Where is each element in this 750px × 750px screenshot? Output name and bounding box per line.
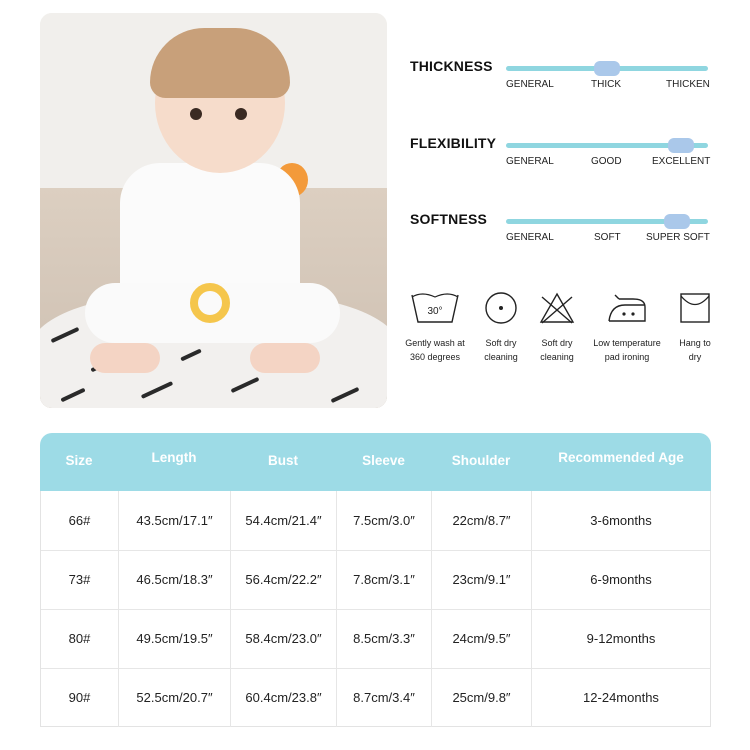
rating-label: THICK [591,79,621,90]
care-wash [400,290,470,364]
care-line: Hang to [679,338,711,348]
cell-sleeve: 7.8cm/3.1″ [337,550,432,609]
wash-temp-label: 30° [427,306,443,317]
soft-dry-clean-icon [483,290,519,326]
cell-shoulder: 25cm/9.8″ [432,668,532,727]
cell-size: 80# [41,609,119,668]
col-header-age: Recommended Age [558,450,684,465]
cell-age: 12-24months [583,690,659,705]
rating-label: SOFT [594,232,621,243]
cell-length: 43.5cm/17.1″ [119,491,231,550]
cell-shoulder: 22cm/8.7″ [432,491,532,550]
cell-size: 66# [41,491,119,550]
rating-title: FLEXIBILITY [410,135,497,151]
cell-shoulder: 24cm/9.5″ [432,609,532,668]
care-iron [592,290,662,364]
table-row [41,491,710,551]
care-hang-dry [660,290,730,364]
care-line: 360 degrees [409,352,461,362]
col-header-sleeve: Sleeve [362,453,405,468]
cell-bust: 58.4cm/23.0″ [231,609,337,668]
care-line: Soft dry [485,338,517,348]
cell-sleeve: 8.5cm/3.3″ [337,609,432,668]
rating-label: EXCELLENT [652,156,711,167]
cell-size: 73# [41,550,119,609]
cell-bust: 60.4cm/23.8″ [231,668,337,727]
no-bleach-icon [538,291,576,325]
rating-knob [668,138,694,153]
size-table [40,433,711,727]
cell-sleeve: 8.7cm/3.4″ [337,668,432,727]
care-line: Low temperature [593,338,661,348]
rating-knob [664,214,690,229]
cell-bust: 54.4cm/21.4″ [231,491,337,550]
care-line: dry [688,352,702,362]
cell-length: 52.5cm/20.7″ [119,668,231,727]
col-header-shoulder: Shoulder [451,453,511,468]
table-row [41,668,710,727]
wash-30-icon [409,291,461,325]
cell-length: 46.5cm/18.3″ [119,550,231,609]
col-header-bust: Bust [268,453,298,468]
cell-size: 90# [41,668,119,727]
rating-label: GENERAL [506,79,554,90]
table-body [40,491,711,727]
rating-title: SOFTNESS [410,211,488,227]
toy-ring [190,283,230,323]
rating-label: GENERAL [506,232,554,243]
table-row [41,550,710,610]
care-line: pad ironing [604,352,650,362]
product-photo [40,13,387,408]
table-header [40,433,711,491]
cell-length: 49.5cm/19.5″ [119,609,231,668]
rating-title: THICKNESS [410,58,493,74]
care-line: Soft dry [541,338,573,348]
table-row [41,609,710,669]
iron-low-icon [603,291,651,325]
hang-dry-icon [678,291,712,325]
cell-age: 6-9months [590,572,652,587]
rating-label: THICKEN [666,79,710,90]
care-line: Gently wash at [405,338,465,348]
cell-age: 9-12months [586,631,656,646]
rating-knob [594,61,620,76]
rating-label: GOOD [591,156,622,167]
care-line: cleaning [540,352,574,362]
care-line: cleaning [484,352,518,362]
col-header-length: Length [151,450,197,465]
cell-sleeve: 7.5cm/3.0″ [337,491,432,550]
rating-label: GENERAL [506,156,554,167]
cell-bust: 56.4cm/22.2″ [231,550,337,609]
rating-label: SUPER SOFT [646,232,710,243]
cell-shoulder: 23cm/9.1″ [432,550,532,609]
care-no-bleach [522,290,592,364]
cell-age: 3-6months [590,513,652,528]
col-header-size: Size [65,453,93,468]
